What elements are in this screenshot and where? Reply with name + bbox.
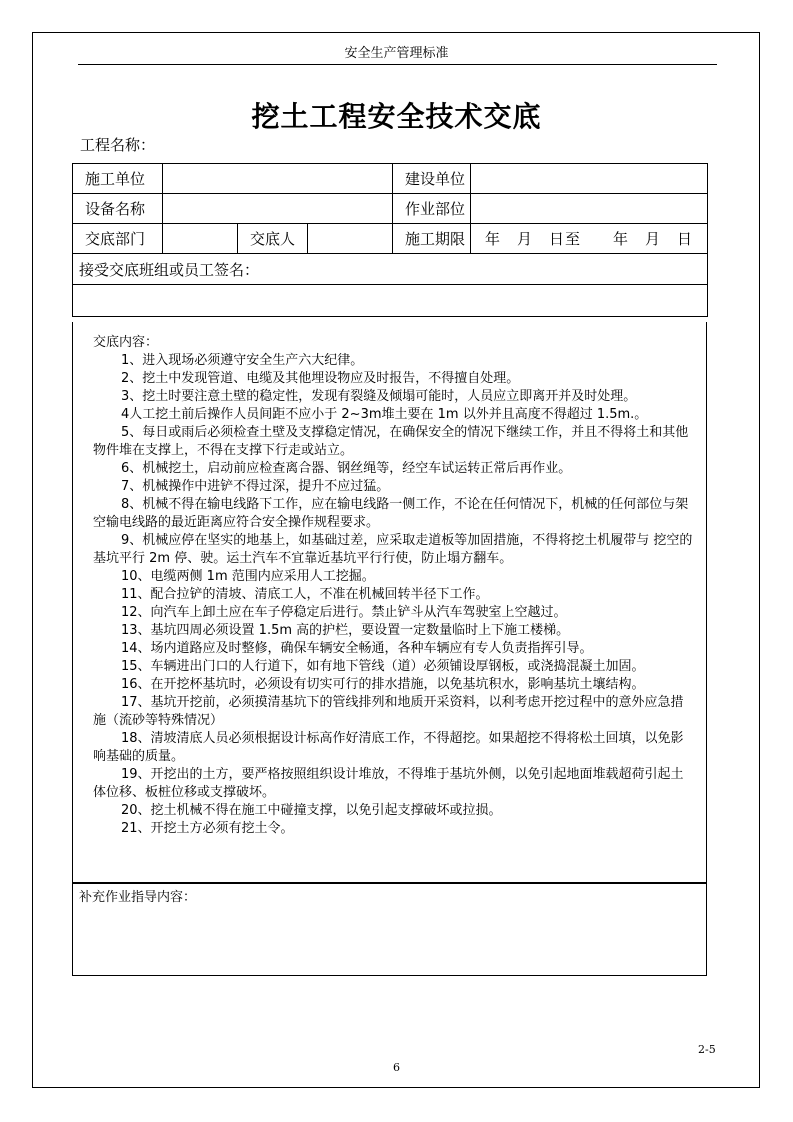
signature-label: 接受交底班组或员工签名： — [73, 254, 708, 285]
briefing-dept-label: 交底部门 — [73, 224, 163, 254]
supplement-section[interactable] — [72, 883, 707, 976]
table-row — [73, 285, 708, 317]
list-item: 6、机械挖土，启动前应检查离合器、钢丝绳等，经空车试运转正常后再作业。 — [121, 461, 572, 476]
list-item: 11、配合拉铲的清坡、清底工人，不准在机械回转半径下工作。 — [121, 587, 489, 602]
list-item: 19、开挖出的土方，要严格按照组织设计堆放，不得堆于基坑外侧，以免引起地面堆载超荷引起土体位移、板桩位移或支撑破坏。 — [93, 767, 684, 800]
table-row — [73, 194, 708, 224]
list-item: 3、挖土时要注意土壁的稳定性，发现有裂缝及倾塌可能时，人员应立即离开并及时处理。 — [121, 389, 637, 404]
content-title: 交底内容： — [93, 335, 159, 350]
owner-unit-label: 建设单位 — [393, 164, 471, 194]
list-item: 8、机械不得在输电线路下工作，应在输电线路一侧工作，不论在任何情况下，机械的任何部位与架空输电线路的最近距离应符合安全操作规程要求。 — [93, 497, 689, 530]
list-item: 1、进入现场必须遵守安全生产六大纪律。 — [121, 353, 364, 368]
supplement-label: 补充作业指导内容： — [79, 890, 197, 905]
list-item: 14、场内道路应及时整修，确保车辆安全畅通，各种车辆应有专人负责指挥引导。 — [121, 641, 593, 656]
list-item: 13、基坑四周必须设置 1.5m 高的护栏，要设置一定数量临时上下施工楼梯。 — [121, 623, 570, 638]
list-item: 9、机械应停在坚实的地基上，如基础过差，应采取走道板等加固措施，不得将挖土机履带与 挖空的基坑平行 2m 停、驶。运土汽车不宜靠近基坑平行行使，防止塌方翻车。 — [93, 533, 693, 566]
project-name-label: 工程名称： — [80, 136, 156, 154]
table-row — [73, 224, 708, 254]
content-items — [93, 352, 693, 838]
briefing-dept-field[interactable] — [163, 224, 238, 254]
page-number: 6 — [393, 1061, 400, 1074]
owner-unit-field[interactable] — [471, 164, 708, 194]
work-location-field[interactable] — [471, 194, 708, 224]
briefer-field[interactable] — [308, 224, 393, 254]
construction-period-label: 施工期限 — [393, 224, 471, 254]
construction-unit-field[interactable] — [163, 164, 393, 194]
briefing-content-section — [72, 322, 707, 883]
signature-field[interactable] — [73, 285, 708, 317]
table-row — [73, 254, 708, 285]
header-divider — [78, 64, 717, 65]
equipment-name-label: 设备名称 — [73, 194, 163, 224]
list-item: 10、电缆两侧 1m 范围内应采用人工挖掘。 — [121, 569, 375, 584]
info-table — [72, 163, 708, 317]
construction-period-field[interactable]: 年 月 日至 年 月 日 — [471, 224, 708, 254]
list-item: 16、在开挖杯基坑时，必须设有切实可行的排水措施，以免基坑积水，影响基坑土壤结构。 — [121, 677, 645, 692]
list-item: 15、车辆进出门口的人行道下，如有地下管线（道）必须铺设厚钢板，或浇捣混凝土加固。 — [121, 659, 645, 674]
list-item: 4人工挖土前后操作人员间距不应小于 2~3m堆土要在 1m 以外并且高度不得超过 1.5m.。 — [121, 407, 648, 422]
document-title: 挖土工程安全技术交底 — [251, 100, 542, 133]
document-header: 安全生产管理标准 — [344, 46, 449, 61]
list-item: 7、机械操作中进铲不得过深，提升不应过猛。 — [121, 479, 390, 494]
list-item: 20、挖土机械不得在施工中碰撞支撑，以免引起支撑破坏或拉损。 — [121, 803, 502, 818]
page-code: 2-5 — [698, 1043, 716, 1056]
list-item: 2、挖土中发现管道、电缆及其他埋设物应及时报告，不得擅自处理。 — [121, 371, 520, 386]
briefer-label: 交底人 — [238, 224, 308, 254]
work-location-label: 作业部位 — [393, 194, 471, 224]
list-item: 21、开挖土方必须有挖土令。 — [121, 821, 294, 836]
list-item: 17、基坑开挖前，必须摸清基坑下的管线排列和地质开采资料，以利考虑开挖过程中的意外应急措施（流砂等特殊情况） — [93, 695, 684, 728]
table-row — [73, 164, 708, 194]
construction-unit-label: 施工单位 — [73, 164, 163, 194]
equipment-name-field[interactable] — [163, 194, 393, 224]
list-item: 18、清坡清底人员必须根据设计标高作好清底工作，不得超挖。如果超挖不得将松土回填，以免影响基础的质量。 — [93, 731, 684, 764]
list-item: 5、每日或雨后必须检查土壁及支撑稳定情况，在确保安全的情况下继续工作，并且不得将土和其他物件堆在支撑上，不得在支撑下行走或站立。 — [93, 425, 689, 458]
list-item: 12、向汽车上卸土应在车子停稳定后进行。禁止铲斗从汽车驾驶室上空越过。 — [121, 605, 567, 620]
